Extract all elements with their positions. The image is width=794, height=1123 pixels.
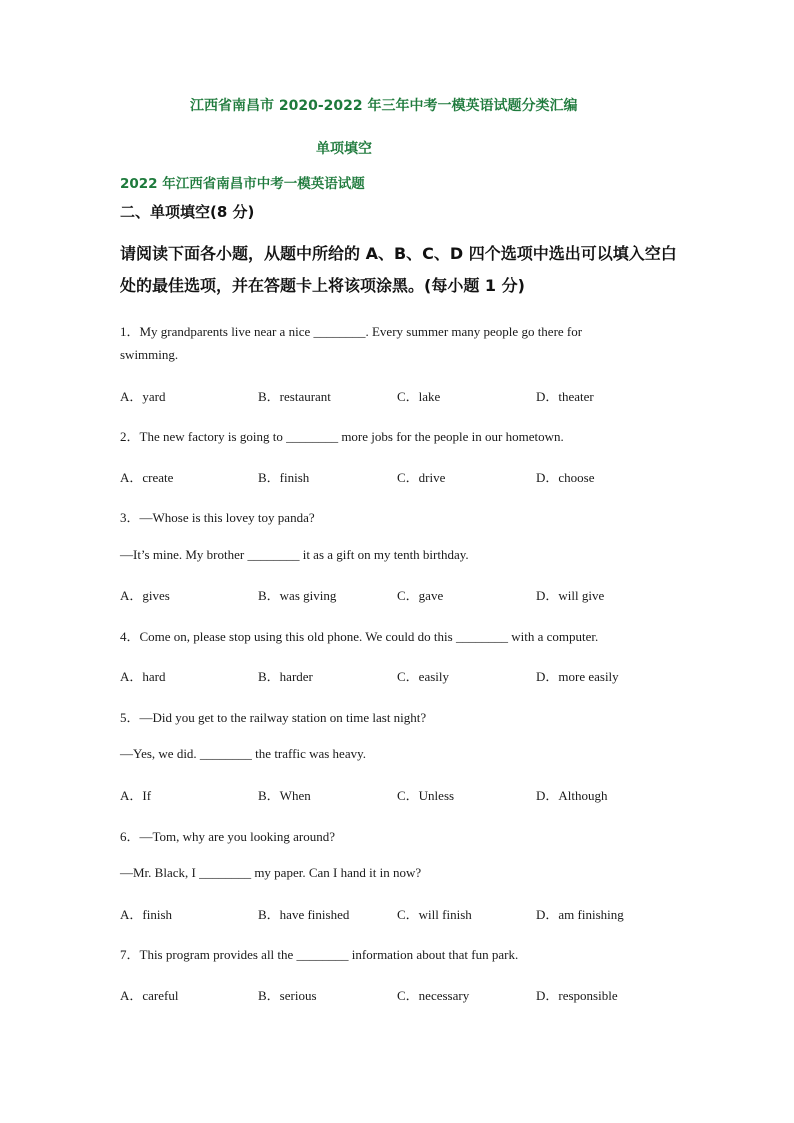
question-3-option-d: D．will give	[536, 588, 605, 603]
question-2-option-b: B．finish	[258, 470, 310, 485]
question-1-stem: 1．My grandparents live near a nice ________. Every summer many people go there for	[120, 324, 583, 339]
question-3-stem-cont: —It’s mine. My brother ________ it as a gift on my tenth birthday.	[120, 547, 469, 562]
question-5-option-c: C．Unless	[397, 788, 455, 803]
question-2-stem: 2．The new factory is going to ________ more jobs for the people in our hometown.	[120, 429, 564, 444]
question-6-option-b: B．have finished	[258, 907, 350, 922]
question-5-option-d: D．Although	[536, 788, 608, 803]
instruction-text: 请阅读下面各小题，从题中所给的 A、B、C、D 四个选项中选出可以填入空白处的最佳选项，并在答题卡上将该项涂黑。(每小题 1 分)	[120, 244, 677, 295]
question-3-option-b: B．was giving	[258, 588, 337, 603]
question-4-option-b: B．harder	[258, 669, 313, 684]
question-5-option-b: B．When	[258, 788, 311, 803]
question-2-option-a: A．create	[120, 470, 174, 485]
question-3-stem: 3．—Whose is this lovey toy panda?	[120, 510, 315, 525]
question-3-option-c: C．gave	[397, 588, 444, 603]
question-1-option-d: D．theater	[536, 389, 594, 404]
question-1-stem-cont: swimming.	[120, 347, 179, 362]
question-7-option-a: A．careful	[120, 988, 179, 1003]
question-2-option-d: D．choose	[536, 470, 595, 485]
question-5-option-a: A．If	[120, 788, 152, 803]
question-6-stem-cont: —Mr. Black, I ________ my paper. Can I hand it in now?	[120, 865, 422, 880]
question-7-option-c: C．necessary	[397, 988, 470, 1003]
question-4-stem: 4．Come on, please stop using this old phone. We could do this ________ with a computer.	[120, 629, 599, 644]
question-7-stem: 7．This program provides all the ________ information about that fun park.	[120, 947, 519, 962]
question-4-option-a: A．hard	[120, 669, 166, 684]
question-7-option-d: D．responsible	[536, 988, 618, 1003]
question-5-stem-cont: —Yes, we did. ________ the traffic was heavy.	[120, 746, 366, 761]
question-5-stem: 5．—Did you get to the railway station on time last night?	[120, 710, 427, 725]
question-6-option-d: D．am finishing	[536, 907, 624, 922]
question-1-option-a: A．yard	[120, 389, 166, 404]
question-6-option-c: C．will finish	[397, 907, 472, 922]
question-6-stem: 6．—Tom, why are you looking around?	[120, 829, 335, 844]
exam-name: 2022 年江西省南昌市中考一模英语试题	[120, 176, 365, 192]
document-subtitle: 单项填空	[316, 141, 372, 157]
question-1-option-b: B．restaurant	[258, 389, 331, 404]
question-4-option-d: D．more easily	[536, 669, 619, 684]
question-4-option-c: C．easily	[397, 669, 449, 684]
question-1-option-c: C．lake	[397, 389, 441, 404]
section-heading: 二、单项填空(8 分)	[120, 203, 255, 221]
question-6-option-a: A．finish	[120, 907, 173, 922]
question-3-option-a: A．gives	[120, 588, 170, 603]
question-7-option-b: B．serious	[258, 988, 317, 1003]
question-2-option-c: C．drive	[397, 470, 446, 485]
document-title: 江西省南昌市 2020-2022 年三年中考一模英语试题分类汇编	[190, 98, 578, 114]
